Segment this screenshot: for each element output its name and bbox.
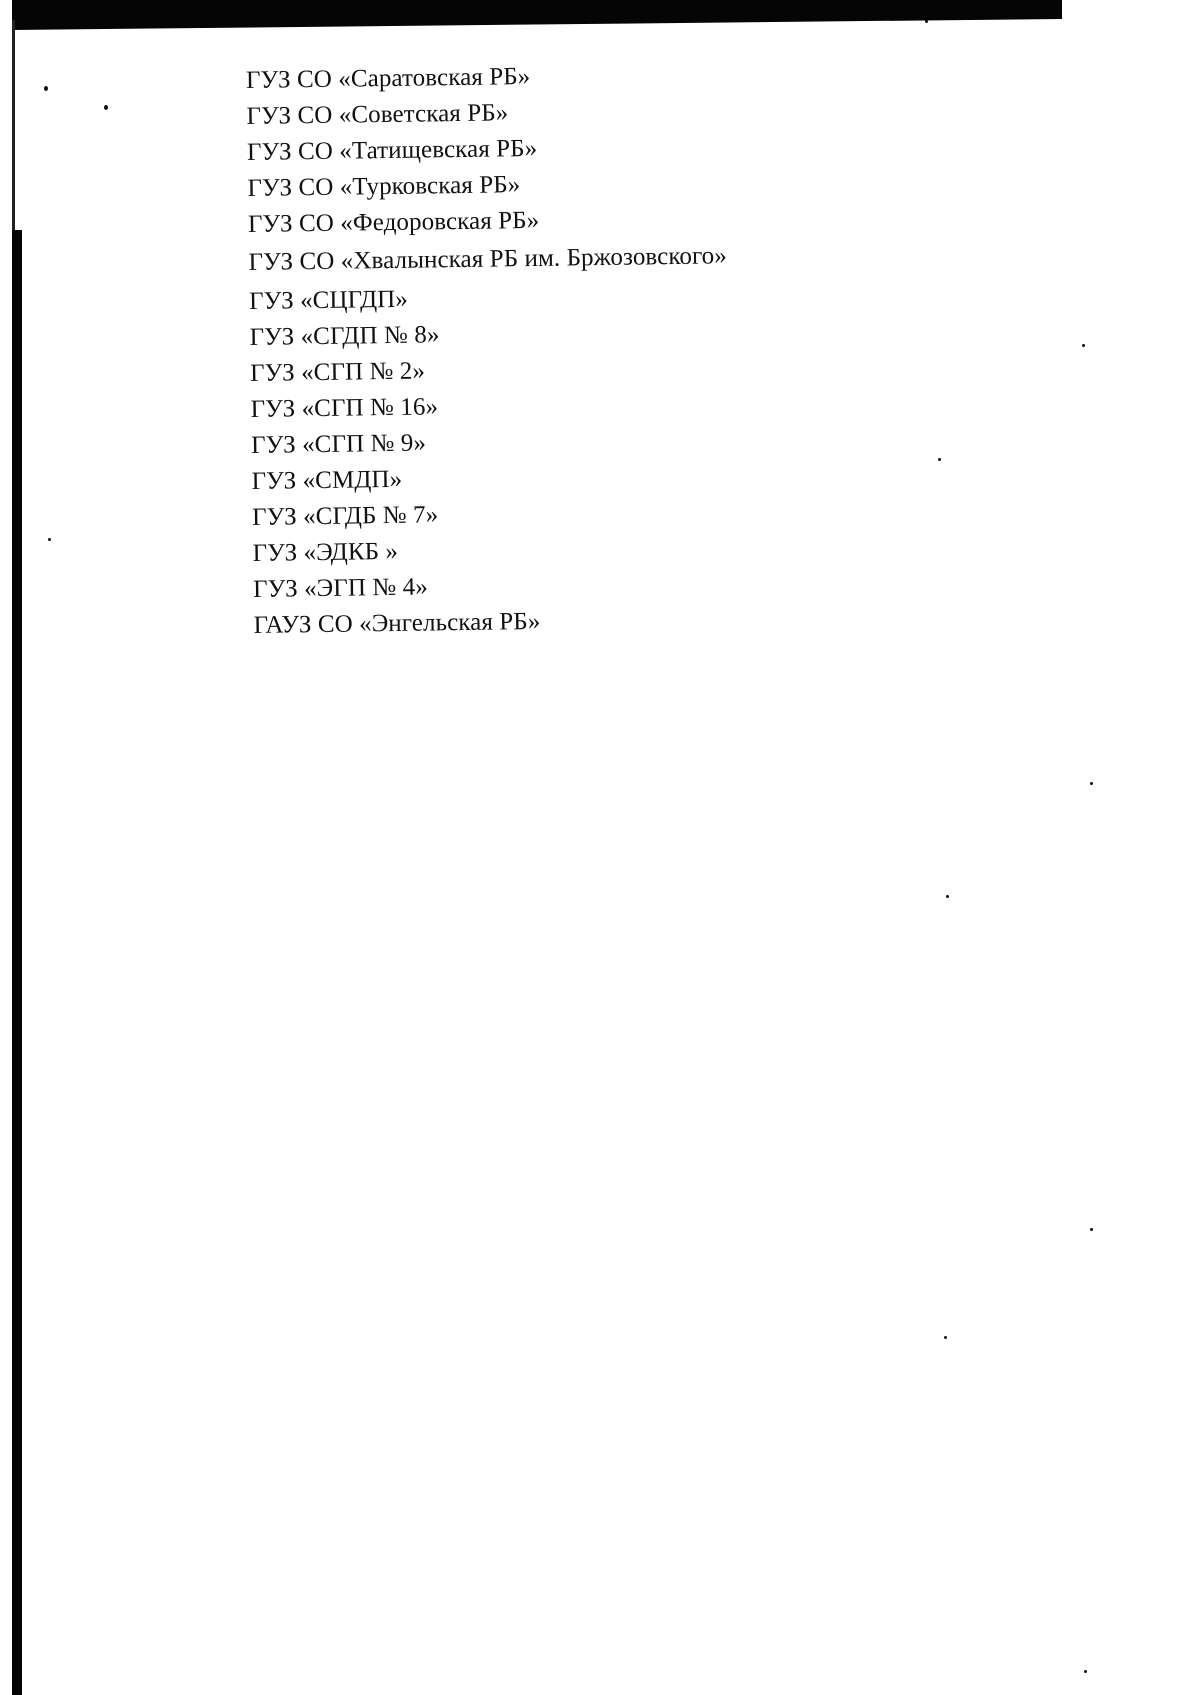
- scan-speck: [944, 1336, 947, 1339]
- list-item: ГУЗ «СГДБ № 7»: [251, 501, 439, 531]
- list-item: ГУЗ СО «Федоровская РБ»: [247, 206, 540, 238]
- list-item: ГУЗ «СЦГДП»: [248, 285, 409, 315]
- list-item: ГУЗ СО «Советская РБ»: [246, 99, 509, 130]
- list-item: ГУЗ «ЭГП № 4»: [252, 573, 429, 603]
- scan-speck: [1090, 782, 1093, 785]
- list-item: ГУЗ СО «Турковская РБ»: [247, 171, 521, 202]
- scan-speck: [1084, 1670, 1087, 1673]
- list-item: ГУЗ СО «Хвалынская РБ им. Бржозовского»: [248, 242, 728, 276]
- list-item: ГУЗ «СГП № 9»: [250, 429, 427, 459]
- scan-speck: [1090, 1228, 1093, 1231]
- list-item: ГУЗ «СГДП № 8»: [249, 321, 440, 351]
- list-item: ГУЗ «СМДП»: [251, 465, 403, 495]
- list-item: ГАУЗ СО «Энгельская РБ»: [253, 607, 541, 639]
- scan-speck: [946, 895, 949, 898]
- list-item: ГУЗ СО «Татищевская РБ»: [246, 134, 538, 166]
- list-item: ГУЗ «СГП № 2»: [249, 357, 426, 387]
- list-item: ГУЗ «ЭДКБ »: [252, 537, 399, 567]
- list-item: ГУЗ СО «Саратовская РБ»: [245, 63, 531, 94]
- list-item: ГУЗ «СГП № 16»: [250, 393, 439, 423]
- institution-list: [0, 0, 1200, 703]
